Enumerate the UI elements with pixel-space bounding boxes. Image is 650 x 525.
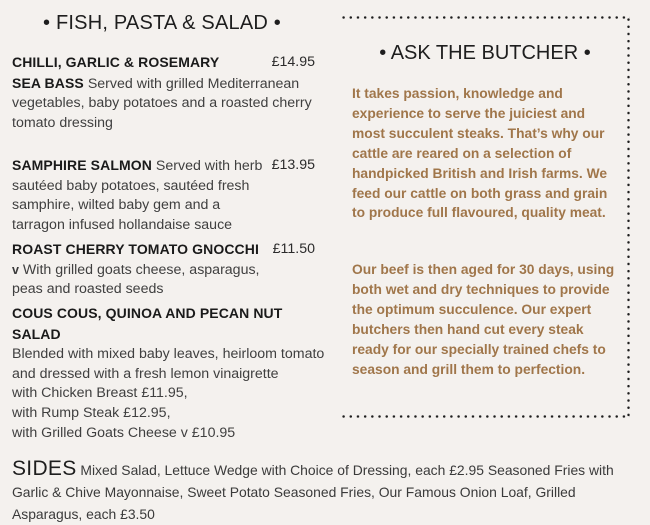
sides-heading: SIDES: [12, 457, 77, 480]
ask-the-butcher-box: [340, 16, 630, 418]
dish-option: with Chicken Breast £11.95,: [12, 385, 188, 402]
dish-samphire-salmon: [12, 156, 330, 235]
butcher-title: • ASK THE BUTCHER •: [379, 42, 591, 64]
dotted-border-right: [627, 16, 630, 418]
dish-description: Served with herb sautéed baby potatoes, sautéed fresh samphire, wilted baby gem and a tarragon infused hollandaise sauce: [12, 158, 263, 233]
dotted-border-top: [340, 16, 630, 19]
dish-price: £14.95: [271, 54, 315, 70]
dish-price: £11.50: [272, 241, 315, 257]
dish-name: ROAST CHERRY TOMATO GNOCCHI: [12, 241, 259, 257]
butcher-paragraph-2: Our beef is then aged for 30 days, using both wet and dry techniques to provide the optimum succulence. Our expert butchers then hand cut every steak ready for our specially trained chefs to season and grill them to perfection.: [352, 262, 615, 377]
dish-option: with Grilled Goats Cheese v £10.95: [12, 424, 236, 441]
butcher-paragraph-1: It takes passion, knowledge and experience to serve the juiciest and most succulent steaks. That’s why our cattle are reared on a selection of handpicked British and Irish farms. We feed our cattle on both grass and grain to produce full flavoured, quality meat.: [352, 86, 608, 221]
dish-name-continued: SEA BASS: [12, 74, 84, 91]
sides-text: Mixed Salad, Lettuce Wedge with Choice of Dressing, each £2.95 Seasoned Fries with Garlic & Chive Mayonnaise, Sweet Potato Seasoned Fries, Our Famous Onion Loaf, Grilled Asparagus, each £3.50: [12, 462, 614, 522]
sides-section: [12, 458, 644, 525]
dish-description: Served with grilled Mediterranean vegetables, baby potatoes and a roasted cherry tomato dressing: [12, 75, 312, 131]
dish-description: With grilled goats cheese, asparagus, peas and roasted seeds: [12, 261, 260, 298]
vegetarian-mark: v: [12, 262, 19, 277]
dish-gnocchi: [12, 240, 330, 300]
dish-name: CHILLI, GARLIC & ROSEMARY: [12, 54, 220, 70]
dish-description: Blended with mixed baby leaves, heirloom tomato and dressed with a fresh lemon vinaigrette: [12, 346, 325, 382]
dotted-border-bottom: [340, 415, 630, 418]
dish-sea-bass: [12, 53, 330, 133]
dish-option: with Rump Steak £12.95,: [12, 404, 171, 421]
dish-price: £13.95: [271, 157, 315, 173]
dish-name: SAMPHIRE SALMON: [12, 157, 152, 173]
dish-name: COUS COUS, QUINOA AND PECAN NUT SALAD: [12, 305, 283, 342]
dish-cous-cous-salad: [12, 304, 330, 443]
section-title: • FISH, PASTA & SALAD •: [43, 12, 281, 34]
